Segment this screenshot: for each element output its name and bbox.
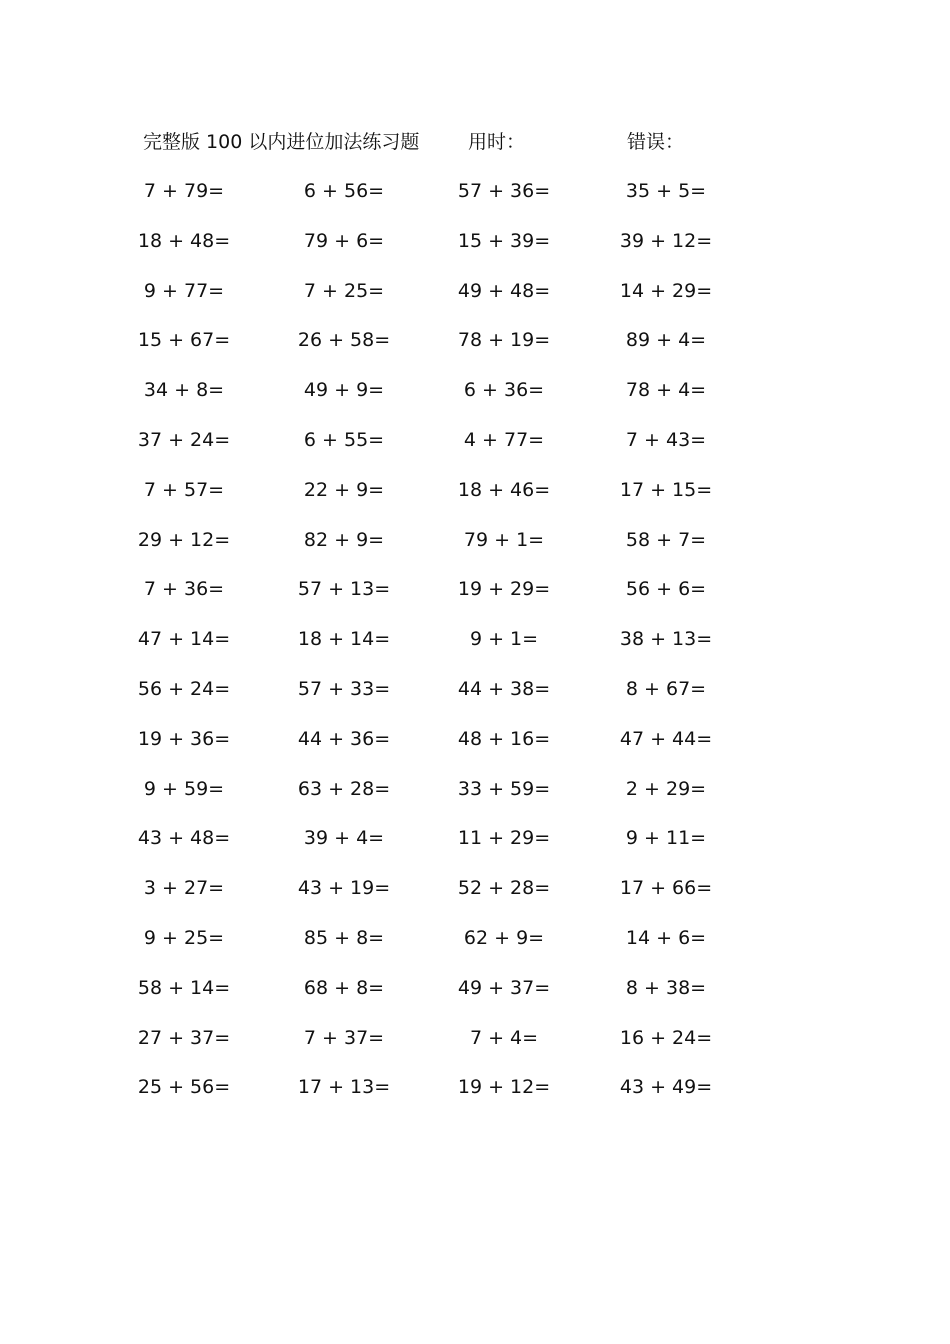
addition-problem: 39 + 12= [619,229,713,252]
addition-problem: 35 + 5= [625,180,707,202]
problem-row [0,277,950,327]
addition-problem: 58 + 7= [625,528,707,551]
addition-problem: 7 + 43= [625,428,707,451]
problem-row [0,874,950,924]
addition-problem: 79 + 1= [463,528,545,551]
addition-problem: 17 + 13= [297,1076,391,1099]
addition-problem: 89 + 4= [625,329,707,352]
addition-problem: 18 + 46= [457,478,551,501]
addition-problem: 8 + 38= [625,976,707,999]
addition-problem: 9 + 11= [625,827,707,850]
problem-row [0,1024,950,1074]
problem-row [0,326,950,376]
addition-problem: 7 + 37= [303,1026,385,1049]
addition-problem: 7 + 57= [143,478,225,501]
addition-problem: 57 + 36= [457,180,551,202]
problem-row [0,924,950,974]
addition-problem: 68 + 8= [303,976,385,999]
problem-row [0,1073,950,1123]
problem-row [0,625,950,675]
addition-problem: 33 + 59= [457,777,551,800]
addition-problem: 29 + 12= [137,528,231,551]
addition-problem: 49 + 37= [457,976,551,999]
addition-problem: 58 + 14= [137,976,231,999]
addition-problem: 18 + 48= [137,229,231,252]
addition-problem: 15 + 39= [457,229,551,252]
addition-problem: 78 + 4= [625,379,707,402]
problem-row [0,824,950,874]
problem-row [0,426,950,476]
addition-problem: 25 + 56= [137,1076,231,1099]
addition-problem: 26 + 58= [297,329,391,352]
addition-problem: 14 + 6= [625,926,707,949]
addition-problem: 79 + 6= [303,229,385,252]
addition-problem: 17 + 66= [619,877,713,900]
addition-problem: 85 + 8= [303,926,385,949]
addition-problem: 11 + 29= [457,827,551,850]
addition-problem: 38 + 13= [619,628,713,651]
addition-problem: 44 + 36= [297,727,391,750]
problem-grid [0,177,950,1123]
problem-row [0,775,950,825]
problem-row [0,725,950,775]
addition-problem: 3 + 27= [143,877,225,900]
problem-row [0,476,950,526]
problem-row [0,227,950,277]
addition-problem: 9 + 1= [469,628,539,651]
addition-problem: 7 + 79= [143,180,225,202]
addition-problem: 16 + 24= [619,1026,713,1049]
addition-problem: 17 + 15= [619,478,713,501]
addition-problem: 63 + 28= [297,777,391,800]
addition-problem: 43 + 19= [297,877,391,900]
addition-problem: 6 + 36= [463,379,545,402]
addition-problem: 39 + 4= [303,827,385,850]
time-label: 用时： [468,131,526,153]
addition-problem: 8 + 67= [625,677,707,700]
addition-problem: 9 + 59= [143,777,225,800]
addition-problem: 52 + 28= [457,877,551,900]
problem-row [0,675,950,725]
problem-row [0,974,950,1024]
addition-problem: 6 + 55= [303,428,385,451]
addition-problem: 49 + 48= [457,279,551,302]
addition-problem: 56 + 6= [625,578,707,601]
addition-problem: 19 + 12= [457,1076,551,1099]
addition-problem: 48 + 16= [457,727,551,750]
addition-problem: 82 + 9= [303,528,385,551]
addition-problem: 57 + 13= [297,578,391,601]
addition-problem: 19 + 29= [457,578,551,601]
error-label: 错误： [627,131,685,153]
addition-problem: 14 + 29= [619,279,713,302]
addition-problem: 37 + 24= [137,428,231,451]
addition-problem: 7 + 4= [469,1026,539,1049]
problem-row [0,376,950,426]
addition-problem: 47 + 14= [137,628,231,651]
addition-problem: 7 + 36= [143,578,225,601]
addition-problem: 43 + 48= [137,827,231,850]
addition-problem: 19 + 36= [137,727,231,750]
addition-problem: 27 + 37= [137,1026,231,1049]
addition-problem: 18 + 14= [297,628,391,651]
addition-problem: 15 + 67= [137,329,231,352]
addition-problem: 44 + 38= [457,677,551,700]
addition-problem: 9 + 25= [143,926,225,949]
addition-problem: 9 + 77= [143,279,225,302]
addition-problem: 49 + 9= [303,379,385,402]
addition-problem: 78 + 19= [457,329,551,352]
addition-problem: 22 + 9= [303,478,385,501]
addition-problem: 47 + 44= [619,727,713,750]
addition-problem: 7 + 25= [303,279,385,302]
addition-problem: 43 + 49= [619,1076,713,1099]
worksheet-header [0,129,950,157]
addition-problem: 56 + 24= [137,677,231,700]
problem-row [0,526,950,576]
addition-problem: 34 + 8= [143,379,225,402]
addition-problem: 4 + 77= [463,428,545,451]
addition-problem: 62 + 9= [463,926,545,949]
addition-problem: 2 + 29= [625,777,707,800]
addition-problem: 57 + 33= [297,677,391,700]
addition-problem: 6 + 56= [303,180,385,202]
problem-row [0,177,950,227]
worksheet-title: 完整版 100 以内进位加法练习题 [143,131,420,153]
problem-row [0,575,950,625]
